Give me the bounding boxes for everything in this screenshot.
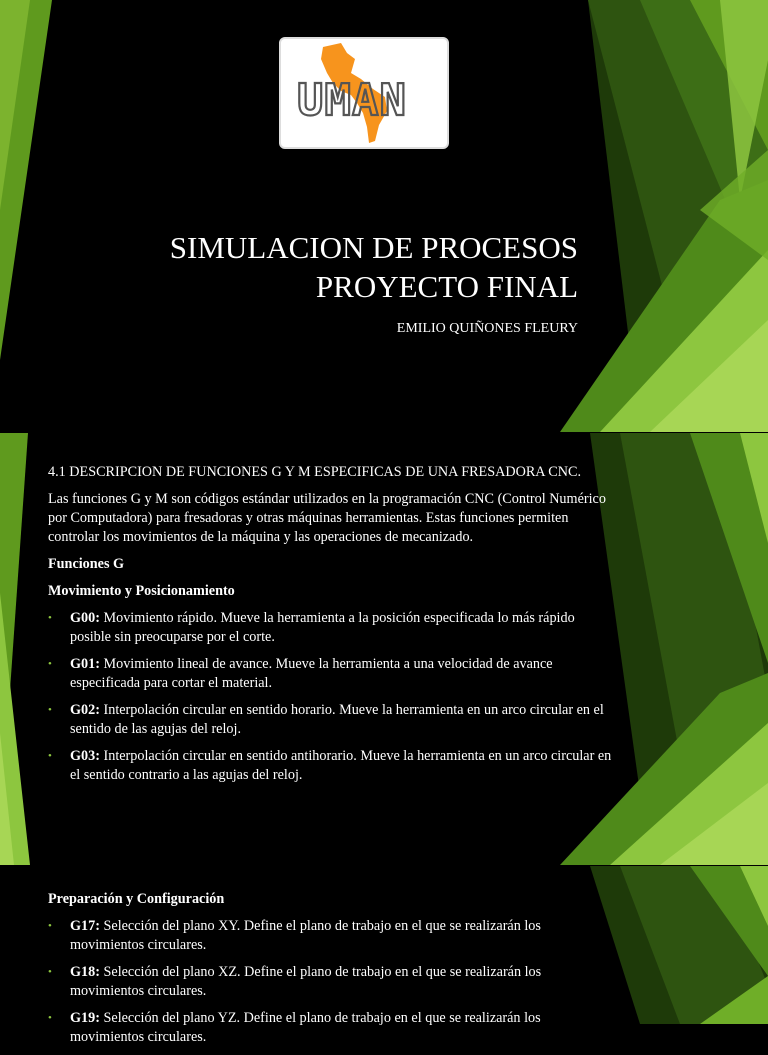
- code-label: G01:: [70, 656, 100, 672]
- code-label: G02:: [70, 702, 100, 718]
- logo: [279, 37, 449, 149]
- section-heading: 4.1 DESCRIPCION DE FUNCIONES G Y M ESPECIFICAS DE UNA FRESADORA CNC.: [48, 464, 582, 480]
- slide-body: [48, 890, 618, 1055]
- intro-paragraph: Las funciones G y M son códigos estándar utilizados en la programación CNC (Control Numérico por Computadora) para fresadoras y otras máquinas herramientas. Estas funciones permiten controlar los movimientos de la máquina y las operaciones de mecanizado.: [48, 491, 606, 545]
- g-code-list: [48, 609, 618, 785]
- code-label: G19:: [70, 1010, 100, 1026]
- code-description: Selección del plano YZ. Define el plano de trabajo en el que se realizarán los movimientos circulares.: [70, 1010, 541, 1045]
- title-slide: [0, 0, 768, 432]
- code-label: G00:: [70, 610, 100, 626]
- list-item: [48, 747, 618, 785]
- code-description: Interpolación circular en sentido horario. Mueve la herramienta en un arco circular en el sentido de las agujas del reloj.: [70, 702, 604, 737]
- code-label: G17:: [70, 918, 100, 934]
- title-line-2: PROYECTO FINAL: [315, 269, 578, 304]
- list-item: [48, 609, 618, 647]
- list-item: [48, 701, 618, 739]
- list-item: [48, 963, 618, 1001]
- setup-heading: Preparación y Configuración: [48, 891, 225, 907]
- svg-text:UMAN: UMAN: [297, 75, 407, 126]
- code-description: Movimiento lineal de avance. Mueve la herramienta a una velocidad de avance especificada para cortar el material.: [70, 656, 553, 691]
- content-slide: [0, 433, 768, 865]
- content-slide: [0, 866, 768, 1045]
- movement-heading: Movimiento y Posicionamiento: [48, 583, 235, 599]
- slide-body: [48, 463, 618, 793]
- list-item: [48, 655, 618, 693]
- author-name: EMILIO QUIÑONES FLEURY: [396, 321, 578, 336]
- code-description: Movimiento rápido. Mueve la herramienta a la posición especificada lo más rápido posible sin preocuparse por el corte.: [70, 610, 575, 645]
- functions-g-heading: Funciones G: [48, 556, 125, 572]
- code-description: Selección del plano XZ. Define el plano de trabajo en el que se realizarán los movimientos circulares.: [70, 964, 542, 999]
- presentation-title: [170, 228, 578, 306]
- list-item: [48, 917, 618, 955]
- g-code-list: [48, 917, 618, 1047]
- code-label: G18:: [70, 964, 100, 980]
- code-description: Interpolación circular en sentido antihorario. Mueve la herramienta en un arco circular en el sentido contrario a las agujas del reloj.: [70, 748, 612, 783]
- uman-logo-icon: [281, 39, 447, 147]
- code-description: Selección del plano XY. Define el plano de trabajo en el que se realizarán los movimientos circulares.: [70, 918, 541, 953]
- code-label: G03:: [70, 748, 100, 764]
- list-item: [48, 1009, 618, 1047]
- title-line-1: SIMULACION DE PROCESOS: [169, 230, 578, 265]
